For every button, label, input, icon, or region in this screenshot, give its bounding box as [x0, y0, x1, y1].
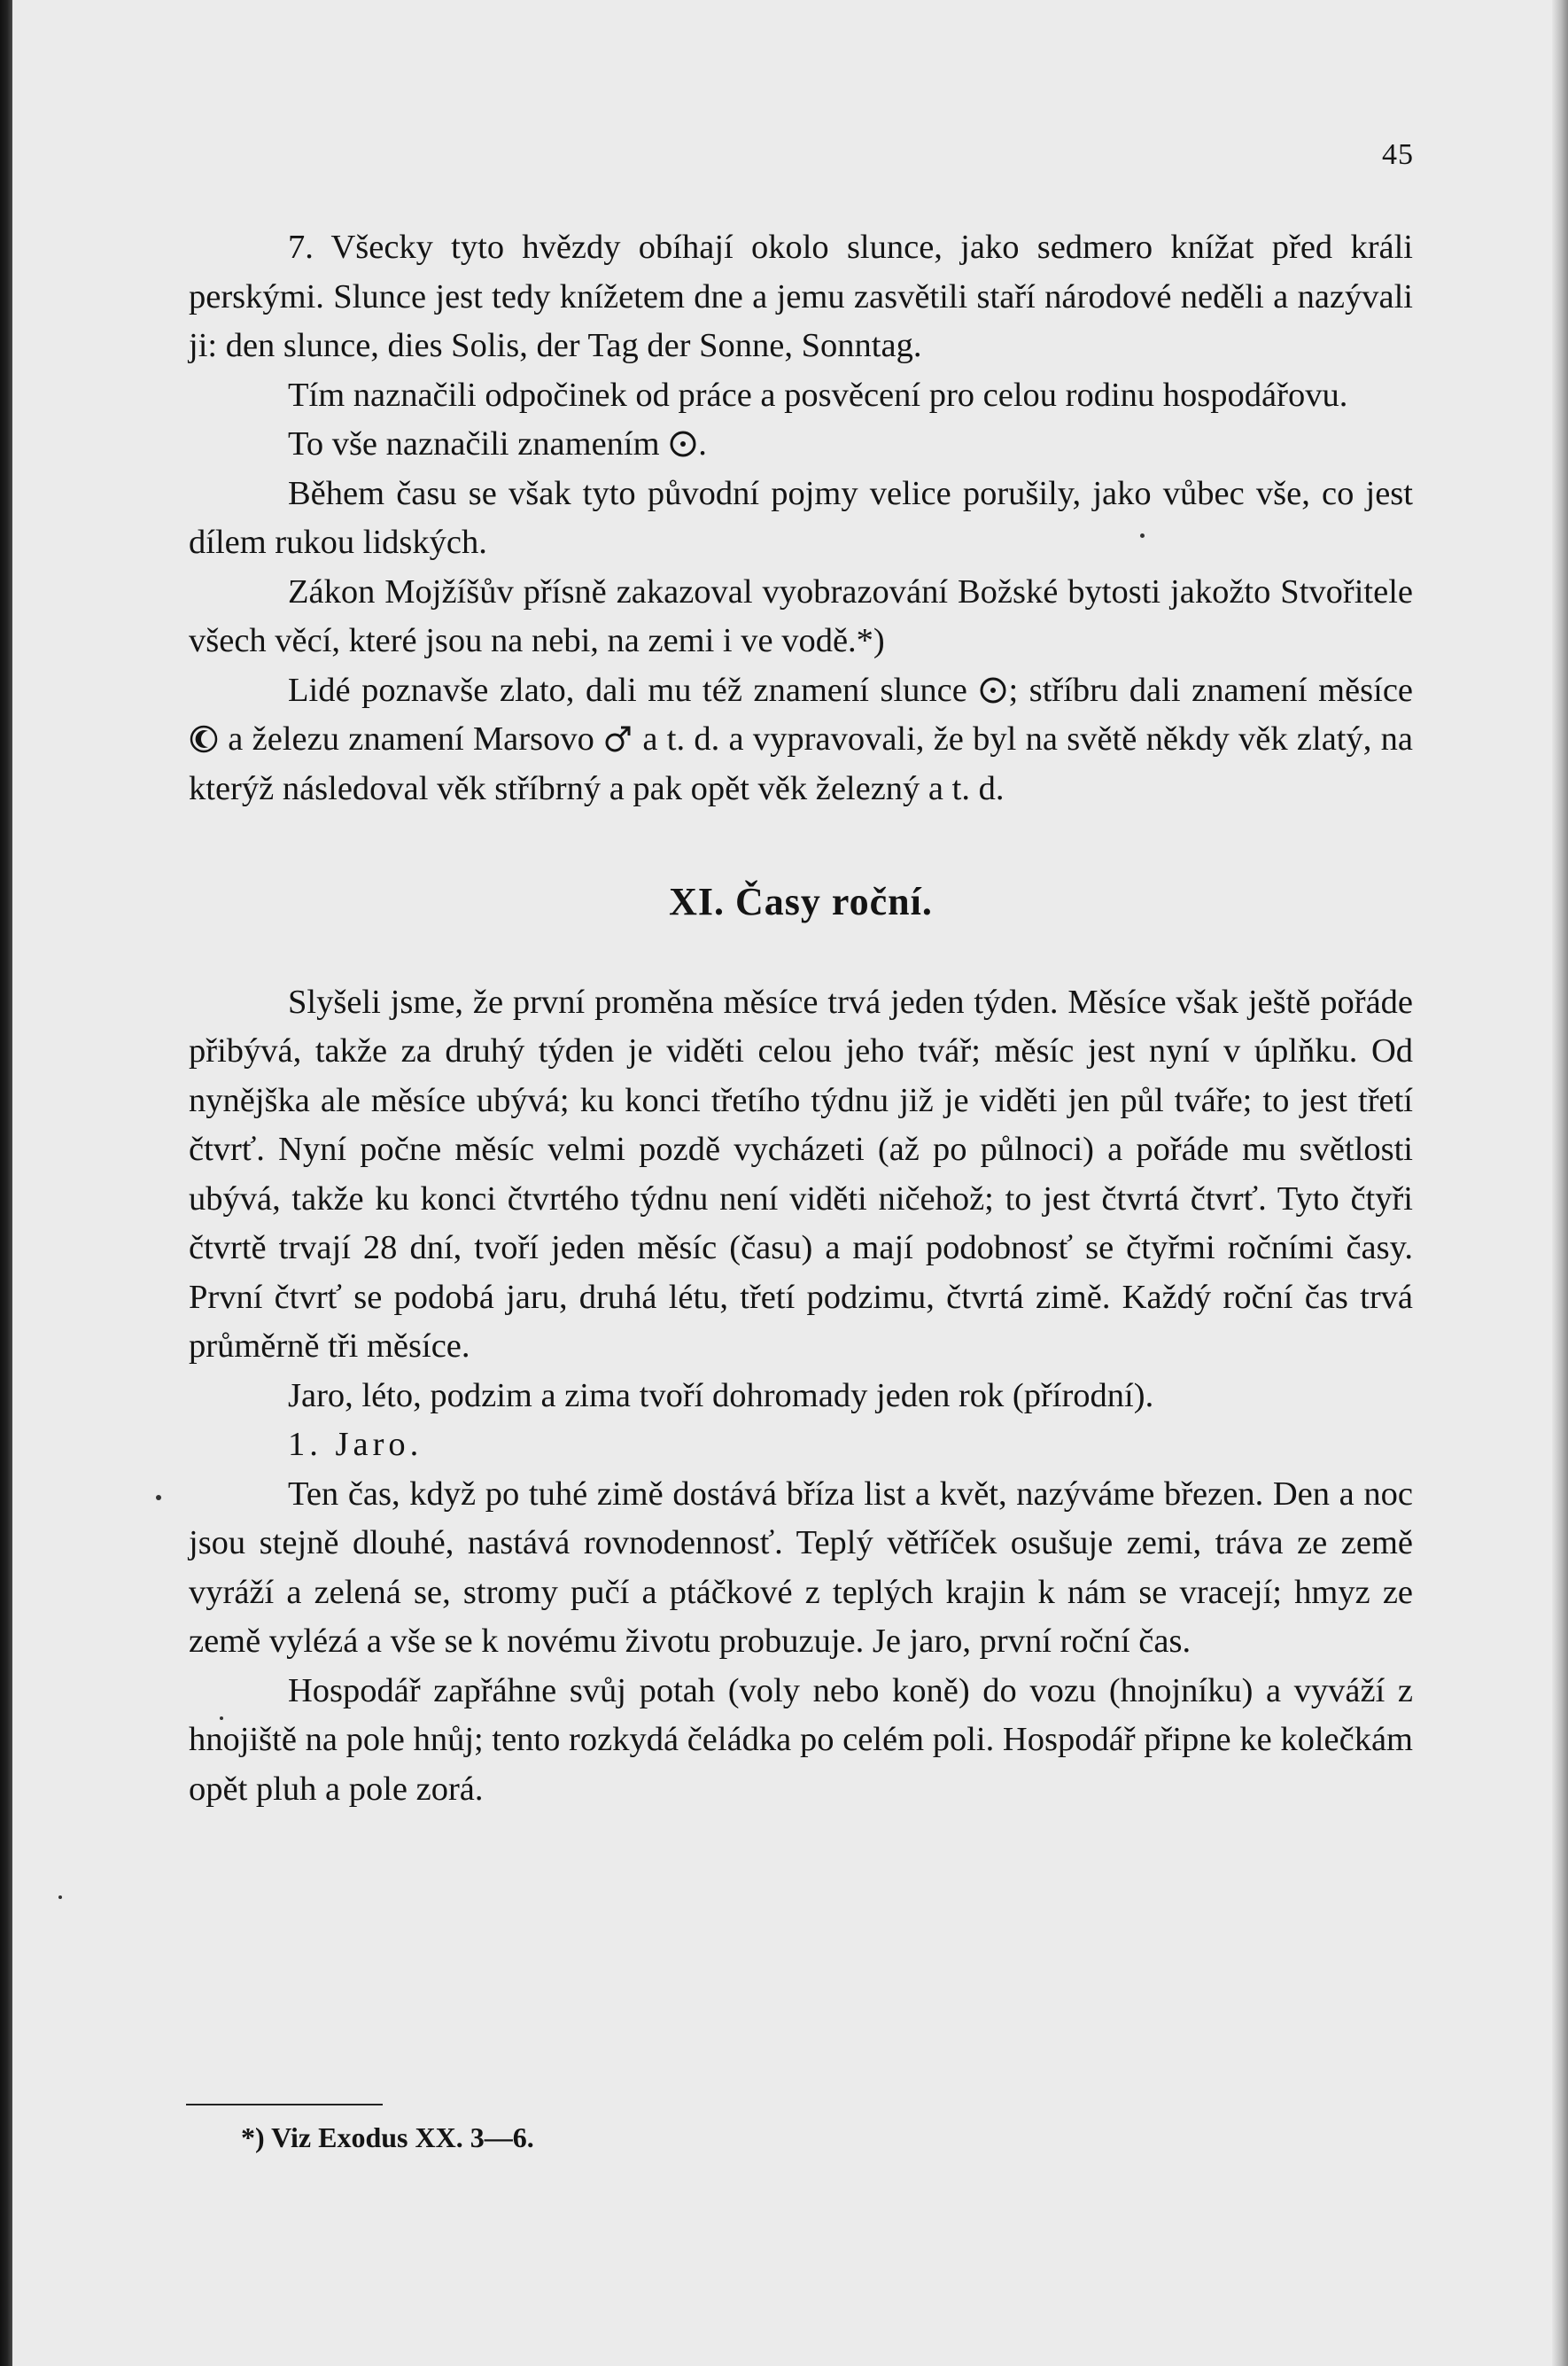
paper-speck — [1140, 533, 1145, 538]
paragraph-sun-sign-end: . — [698, 425, 707, 463]
footnote-divider — [186, 2104, 383, 2105]
paragraph-farmer: Hospodář zapřáhne svůj potah (voly nebo koně) do vozu (hnojníku) a vyváží z hnojiště na pole hnůj; tento rozkydá čeládka po celém poli. Hospodář připne ke kolečkám opět pluh a pole zorá. — [189, 1671, 1413, 1808]
subheading-spring: 1. Jaro. — [288, 1426, 423, 1463]
paragraph-moses-law: Zákon Mojžíšův přísně zakazoval vyobrazování Božské bytosti jakožto Stvořitele všech věcí, které jsou na nebi, na zemi i ve vodě.*) — [189, 572, 1413, 659]
metals-text-rest: a t. d. a vypravovali, že byl na světě někdy věk zlatý, na kterýž následoval věk stříbrný a pak opět věk železný a t. d. — [189, 720, 1413, 807]
footnote: *) Viz Exodus XX. 3—6. — [241, 2121, 534, 2153]
sun-symbol-icon — [668, 429, 698, 459]
paragraph-spring: Ten čas, když po tuhé zimě dostává bříza list a květ, nazýváme březen. Den a noc jsou stejně dlouhé, nastává rovnodennosť. Teplý větříček osušuje zemi, tráva ze země vyráží a zelená se, stromy pučí a ptáčkové z teplých krajin k nám se vracejí; hmyz ze země vylézá a vše se k novému životu probuzuje. Je jaro, první roční čas. — [189, 1475, 1413, 1660]
paper-speck — [156, 1495, 161, 1500]
page-edge-shadow — [1552, 0, 1568, 2366]
paragraph-corruption: Během času se však tyto původní pojmy velice porušily, jako vůbec vše, co jest dílem rukou lidských. — [189, 474, 1413, 561]
paragraph-year: Jaro, léto, podzim a zima tvoří dohromady jeden rok (přírodní). — [288, 1376, 1154, 1414]
page-number: 45 — [1382, 138, 1414, 171]
paragraph-sun-sign — [189, 420, 1413, 470]
page-body — [189, 223, 1413, 1814]
paragraph-sun-sign-text: To vše naznačili znamením — [288, 425, 669, 463]
metals-text-gold: Lidé poznavše zlato, dali mu též znamení slunce — [288, 671, 979, 709]
paragraph-metals — [189, 666, 1413, 814]
sun-symbol-icon — [978, 675, 1008, 705]
book-spine-shadow — [0, 0, 12, 2366]
mars-symbol-icon — [603, 724, 633, 754]
paper-speck — [58, 1895, 62, 1899]
paper-speck — [220, 1716, 223, 1720]
metals-text-iron: a železu znamení Marsovo — [219, 720, 604, 758]
paragraph-seven-stars: 7. Všecky tyto hvězdy obíhají okolo slunce, jako sedmero knížat před králi perskými. Slunce jest tedy knížetem dne a jemu zasvětili staří národové neděli a nazývali ji: den slunce, dies Solis, der Tag der Sonne, Sonntag. — [189, 229, 1413, 364]
paragraph-rest-day: Tím naznačili odpočinek od práce a posvěcení pro celou rodinu hospodářovu. — [288, 376, 1348, 414]
section-title: XI. Časy roční. — [669, 880, 933, 923]
paragraph-moon-phases: Slyšeli jsme, že první proměna měsíce trvá jeden týden. Měsíce však ještě pořáde přibývá, takže za druhý týden je viděti celou jeho tvář; měsíc jest nyní v úplňku. Od nynějška ale měsíce ubývá; ku konci třetího týdnu již je viděti jen půl tváře; to jest třetí čtvrť. Nyní počne měsíc velmi pozdě vycházeti (až po půlnoci) a pořáde mu světlosti ubývá, takže ku konci čtvrtého týdnu není viděti ničehož; to jest čtvrtá čtvrť. Tyto čtyři čtvrtě trvají 28 dní, tvoří jeden měsíc (času) a mají podobnosť se čtyřmi ročními časy. První čtvrť se podobá jaru, druhá létu, třetí podzimu, čtvrtá zimě. Každý roční čas trvá průměrně tři měsíce. — [189, 983, 1413, 1365]
moon-symbol-icon — [189, 724, 219, 754]
metals-text-silver: ; stříbru dali znamení měsíce — [1008, 671, 1413, 709]
